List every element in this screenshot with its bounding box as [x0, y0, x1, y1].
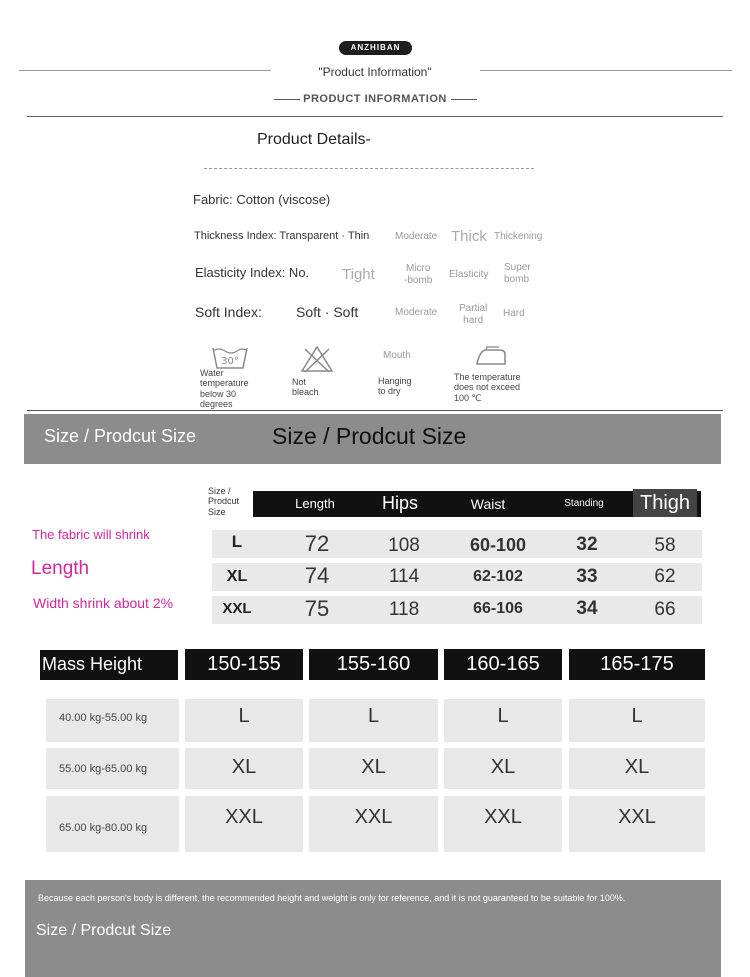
size-cell: 108 — [388, 535, 420, 556]
height-header: 150-155 — [185, 649, 303, 680]
elasticity-option: Super bomb — [504, 262, 531, 285]
size-recommendation: XL — [569, 748, 705, 789]
thickness-label: Thickness Index: Transparent · Thin — [194, 230, 370, 242]
shrink-note-line: Width shrink about 2% — [33, 595, 174, 611]
footer-title: Size / Prodcut Size — [36, 922, 172, 939]
section-divider — [27, 116, 723, 117]
elasticity-label: Elasticity Index: No. — [195, 265, 310, 280]
care-label: Hanging to dry — [378, 376, 412, 397]
size-header-standing: Standing — [564, 498, 604, 509]
size-cell: 66-106 — [473, 600, 523, 617]
table-row — [212, 596, 702, 624]
dashed-divider — [204, 168, 534, 169]
size-header-hips: Hips — [381, 493, 418, 513]
size-cell: 72 — [304, 531, 330, 556]
elasticity-option: Elasticity — [449, 269, 489, 280]
product-details-title: Product Details- — [257, 131, 371, 148]
weight-label: 65.00 kg-80.00 kg — [59, 822, 148, 834]
size-cell: 32 — [576, 534, 598, 555]
height-header: 155-160 — [309, 649, 438, 680]
size-cell: 118 — [388, 599, 420, 620]
size-header-thigh: Thigh — [633, 489, 697, 517]
weight-label: 40.00 kg-55.00 kg — [59, 712, 148, 724]
size-recommendation: XXL — [185, 796, 303, 852]
section-divider — [27, 410, 723, 411]
iron-icon — [474, 346, 508, 368]
size-cell: 74 — [304, 563, 330, 588]
size-recommendation: XL — [185, 748, 303, 789]
size-cell: 62-102 — [473, 568, 523, 585]
size-recommendation: L — [569, 699, 705, 742]
size-recommendation: L — [309, 699, 438, 742]
size-recommendation: L — [185, 699, 303, 742]
fabric-text: Fabric: Cotton (viscose) — [193, 192, 331, 207]
mass-height-corner: Mass Height — [42, 654, 143, 674]
elasticity-option: Tight — [342, 266, 375, 283]
size-cell: 33 — [576, 566, 598, 587]
product-information-heading: PRODUCT INFORMATION — [303, 93, 447, 105]
table-row — [212, 563, 702, 591]
soft-value: Soft · Soft — [296, 304, 359, 320]
table-row — [212, 530, 702, 558]
size-cell: 66 — [654, 599, 676, 620]
svg-text:30°: 30° — [221, 356, 239, 367]
size-header-length: Length — [295, 496, 335, 511]
size-row-label: L — [231, 532, 243, 551]
care-label: Not bleach — [292, 377, 319, 398]
care-label: The temperature does not exceed 100 ℃ — [454, 372, 521, 403]
footer-disclaimer: Because each person's body is different, the recommended height and weight is only for reference, and it is not guaranteed to be suitable for 100%. — [38, 893, 626, 903]
size-recommendation: L — [444, 699, 562, 742]
size-cell: 34 — [576, 598, 598, 619]
hanging-top-label: Mouth — [383, 350, 411, 361]
size-row-label: XL — [226, 568, 248, 585]
size-recommendation: XL — [444, 748, 562, 789]
thickness-option: Thick — [451, 228, 487, 245]
size-table-corner: Size / Prodcut Size — [208, 486, 240, 517]
shrink-note-line: Length — [31, 558, 90, 579]
size-recommendation: XXL — [569, 796, 705, 852]
elasticity-option: Micro -bomb — [404, 263, 433, 286]
height-header: 165-175 — [569, 649, 705, 680]
size-recommendation: XXL — [309, 796, 438, 852]
soft-option: Hard — [503, 308, 525, 319]
weight-label: 55.00 kg-65.00 kg — [59, 763, 148, 775]
size-recommendation: XL — [309, 748, 438, 789]
size-recommendation: XXL — [444, 796, 562, 852]
size-cell: 75 — [304, 596, 330, 621]
product-info-subtitle: "Product Information" — [318, 65, 432, 79]
care-label: Water temperature below 30 degrees — [200, 368, 249, 410]
size-cell: 114 — [388, 566, 420, 587]
size-band-center-title: Size / Prodcut Size — [272, 423, 467, 449]
soft-option: Moderate — [395, 307, 438, 318]
size-cell: 58 — [654, 535, 676, 556]
soft-label: Soft Index: — [195, 304, 262, 320]
size-cell: 60-100 — [469, 535, 527, 555]
thickness-option: Thickening — [494, 231, 543, 242]
no-bleach-icon — [300, 345, 334, 373]
brand-badge: ANZHIBAN — [339, 41, 412, 55]
shrink-note-line: The fabric will shrink — [32, 527, 150, 542]
size-cell: 62 — [654, 566, 676, 587]
size-header-waist: Waist — [470, 496, 506, 512]
thickness-option: Moderate — [395, 231, 438, 242]
height-header: 160-165 — [444, 649, 562, 680]
size-row-label: XXL — [222, 600, 252, 617]
size-band-left-title: Size / Prodcut Size — [44, 426, 197, 446]
soft-option: Partial hard — [459, 303, 488, 326]
